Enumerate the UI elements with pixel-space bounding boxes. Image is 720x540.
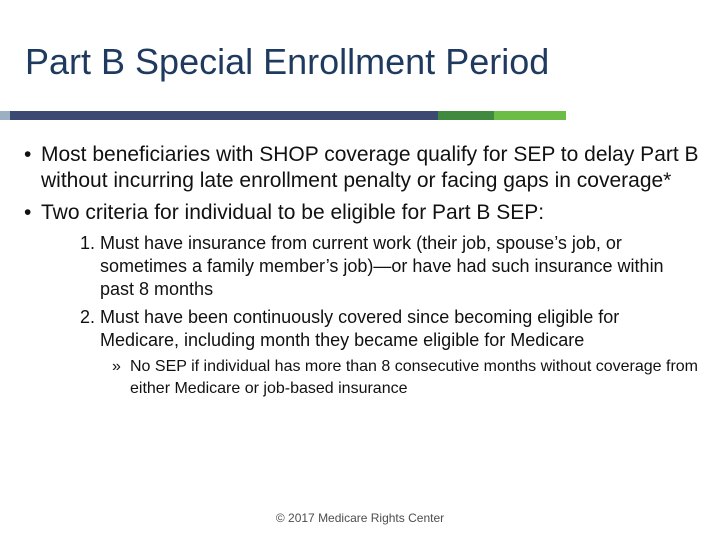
bullet-marker: •: [24, 143, 32, 166]
sub-bullet-item: [112, 356, 702, 400]
criterion-item: [80, 306, 702, 352]
criterion-number: 2.: [80, 307, 96, 327]
criterion-text: Must have been continuously covered since becoming eligible for Medicare, including month they became eligible for Medicare: [100, 307, 620, 350]
bullet-text: Two criteria for individual to be eligible for Part B SEP:: [41, 201, 545, 224]
accent-segment-blank: [566, 111, 720, 120]
bullet-item: [22, 142, 702, 194]
bullet-item: [22, 200, 702, 226]
bullet-text: Most beneficiaries with SHOP coverage qualify for SEP to delay Part B without incurring late enrollment penalty or facing gaps in coverage*: [41, 143, 699, 192]
accent-segment-light-blue: [0, 111, 10, 120]
slide-body: [22, 142, 702, 400]
criterion-text: Must have insurance from current work (their job, spouse’s job, or sometimes a family member’s job)—or have had such insurance within past 8 months: [100, 233, 664, 299]
accent-segment-dark-green: [438, 111, 494, 120]
bullet-marker: •: [24, 201, 32, 224]
title-accent-bar: [0, 111, 720, 120]
sub-bullet-text: No SEP if individual has more than 8 consecutive months without coverage from either Medicare or job-based insurance: [130, 358, 698, 397]
criterion-item: [80, 232, 702, 301]
sub-bullet-marker: »: [112, 358, 121, 375]
slide-title: Part B Special Enrollment Period: [25, 41, 550, 82]
copyright-footer: © 2017 Medicare Rights Center: [275, 511, 445, 525]
criterion-number: 1.: [80, 233, 96, 253]
accent-segment-light-green: [494, 111, 566, 120]
accent-segment-navy: [10, 111, 438, 120]
